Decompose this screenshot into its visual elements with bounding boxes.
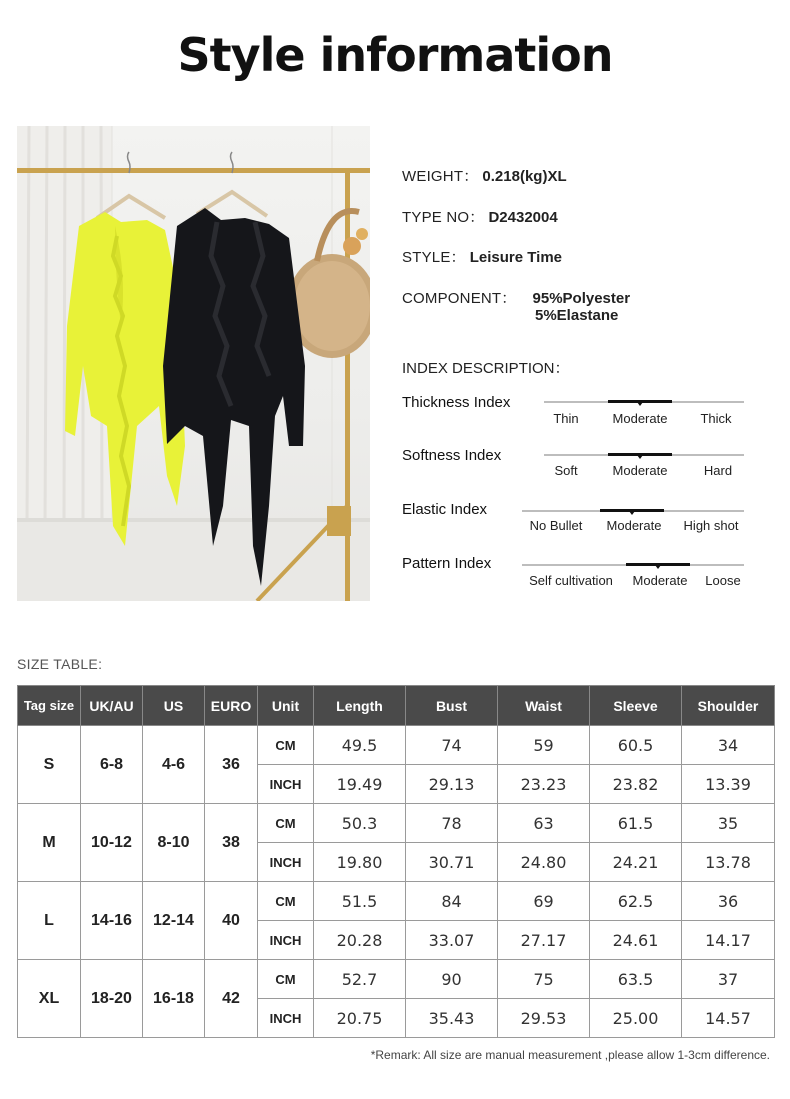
unit-cell: INCH [258,843,314,882]
table-row [18,960,775,999]
index-option: Moderate [612,411,668,426]
index-scale-bar [522,510,744,512]
value-cell: 36 [682,882,775,921]
value-cell: 60.5 [590,726,682,765]
header-cell: Sleeve [590,686,682,726]
style-value: Leisure Time [469,249,562,266]
uk-cell: 14-16 [81,882,143,960]
page-title: Style information [177,28,613,82]
pattern-index [402,555,747,595]
size-cell: L [18,882,81,960]
index-selected-marker [608,453,672,456]
index-scale-bar [544,454,744,456]
remark-note: *Remark: All size are manual measurement ,please allow 1-3cm difference. [370,1048,770,1062]
value-cell: 27.17 [498,921,590,960]
value-cell: 35.43 [406,999,498,1038]
header-cell: Unit [258,686,314,726]
value-cell: 13.39 [682,765,775,804]
index-option: Moderate [632,573,688,588]
type-value: D2432004 [488,209,558,226]
type-label: TYPE NO： [402,209,485,226]
index-name: Pattern Index [402,555,492,572]
value-cell: 52.7 [314,960,406,999]
index-scale-bar [522,564,744,566]
us-cell: 12-14 [143,882,205,960]
index-option: Moderate [606,518,662,533]
weight-label: WEIGHT： [402,168,479,185]
value-cell: 29.53 [498,999,590,1038]
unit-cell: CM [258,960,314,999]
index-option: Thin [553,411,579,426]
value-cell: 19.49 [314,765,406,804]
index-name: Elastic Index [402,501,488,518]
value-cell: 34 [682,726,775,765]
index-selected-marker [608,400,672,403]
euro-cell: 42 [205,960,258,1038]
value-cell: 13.78 [682,843,775,882]
index-option: Thick [700,411,732,426]
header-cell: Length [314,686,406,726]
unit-cell: INCH [258,765,314,804]
spec-style [402,246,562,267]
value-cell: 24.61 [590,921,682,960]
unit-cell: INCH [258,921,314,960]
uk-cell: 10-12 [81,804,143,882]
value-cell: 14.17 [682,921,775,960]
value-cell: 61.5 [590,804,682,843]
product-photo [17,126,370,601]
index-name: Softness Index [402,447,502,464]
value-cell: 20.28 [314,921,406,960]
value-cell: 69 [498,882,590,921]
index-option: Soft [554,463,578,478]
index-scale-bar [544,401,744,403]
value-cell: 35 [682,804,775,843]
index-option: Self cultivation [529,573,613,588]
value-cell: 33.07 [406,921,498,960]
style-label: STYLE： [402,249,466,266]
header-cell: US [143,686,205,726]
value-cell: 63.5 [590,960,682,999]
euro-cell: 38 [205,804,258,882]
us-cell: 4-6 [143,726,205,804]
unit-cell: CM [258,804,314,843]
us-cell: 16-18 [143,960,205,1038]
table-row [18,804,775,843]
value-cell: 51.5 [314,882,406,921]
header-cell: Shoulder [682,686,775,726]
unit-cell: INCH [258,999,314,1038]
value-cell: 24.21 [590,843,682,882]
elastic-index [402,501,747,541]
value-cell: 23.23 [498,765,590,804]
unit-cell: CM [258,882,314,921]
size-table-label: SIZE TABLE: [17,656,103,672]
spec-weight [402,165,567,186]
component-value-2: 5%Elastane [535,307,619,324]
index-description-title: INDEX DESCRIPTION： [402,360,570,377]
uk-cell: 18-20 [81,960,143,1038]
index-selected-marker [626,563,690,566]
thickness-index [402,394,747,434]
index-option: Moderate [612,463,668,478]
header-cell: EURO [205,686,258,726]
euro-cell: 36 [205,726,258,804]
value-cell: 23.82 [590,765,682,804]
index-selected-marker [600,509,664,512]
value-cell: 74 [406,726,498,765]
header-cell: Bust [406,686,498,726]
value-cell: 62.5 [590,882,682,921]
value-cell: 24.80 [498,843,590,882]
header-cell: Waist [498,686,590,726]
value-cell: 84 [406,882,498,921]
value-cell: 75 [498,960,590,999]
component-label: COMPONENT： [402,290,517,307]
value-cell: 50.3 [314,804,406,843]
value-cell: 25.00 [590,999,682,1038]
us-cell: 8-10 [143,804,205,882]
index-option: Hard [703,463,733,478]
index-name: Thickness Index [402,394,511,411]
component-value-1: 95%Polyester [532,290,631,307]
table-row [18,882,775,921]
value-cell: 14.57 [682,999,775,1038]
value-cell: 78 [406,804,498,843]
size-cell: S [18,726,81,804]
value-cell: 90 [406,960,498,999]
size-cell: XL [18,960,81,1038]
value-cell: 19.80 [314,843,406,882]
value-cell: 63 [498,804,590,843]
header-cell: UK/AU [81,686,143,726]
weight-value: 0.218(kg)XL [482,168,567,185]
value-cell: 59 [498,726,590,765]
value-cell: 30.71 [406,843,498,882]
spec-type [402,206,558,227]
softness-index [402,447,747,487]
value-cell: 37 [682,960,775,999]
size-table-header [18,686,775,726]
uk-cell: 6-8 [81,726,143,804]
header-cell: Tag size [18,686,81,726]
spec-component [402,287,631,324]
index-option: High shot [683,518,739,533]
index-option: No Bullet [529,518,583,533]
index-option: Loose [705,573,741,588]
size-table [17,685,775,1038]
size-cell: M [18,804,81,882]
value-cell: 49.5 [314,726,406,765]
value-cell: 29.13 [406,765,498,804]
euro-cell: 40 [205,882,258,960]
table-row [18,726,775,765]
value-cell: 20.75 [314,999,406,1038]
unit-cell: CM [258,726,314,765]
